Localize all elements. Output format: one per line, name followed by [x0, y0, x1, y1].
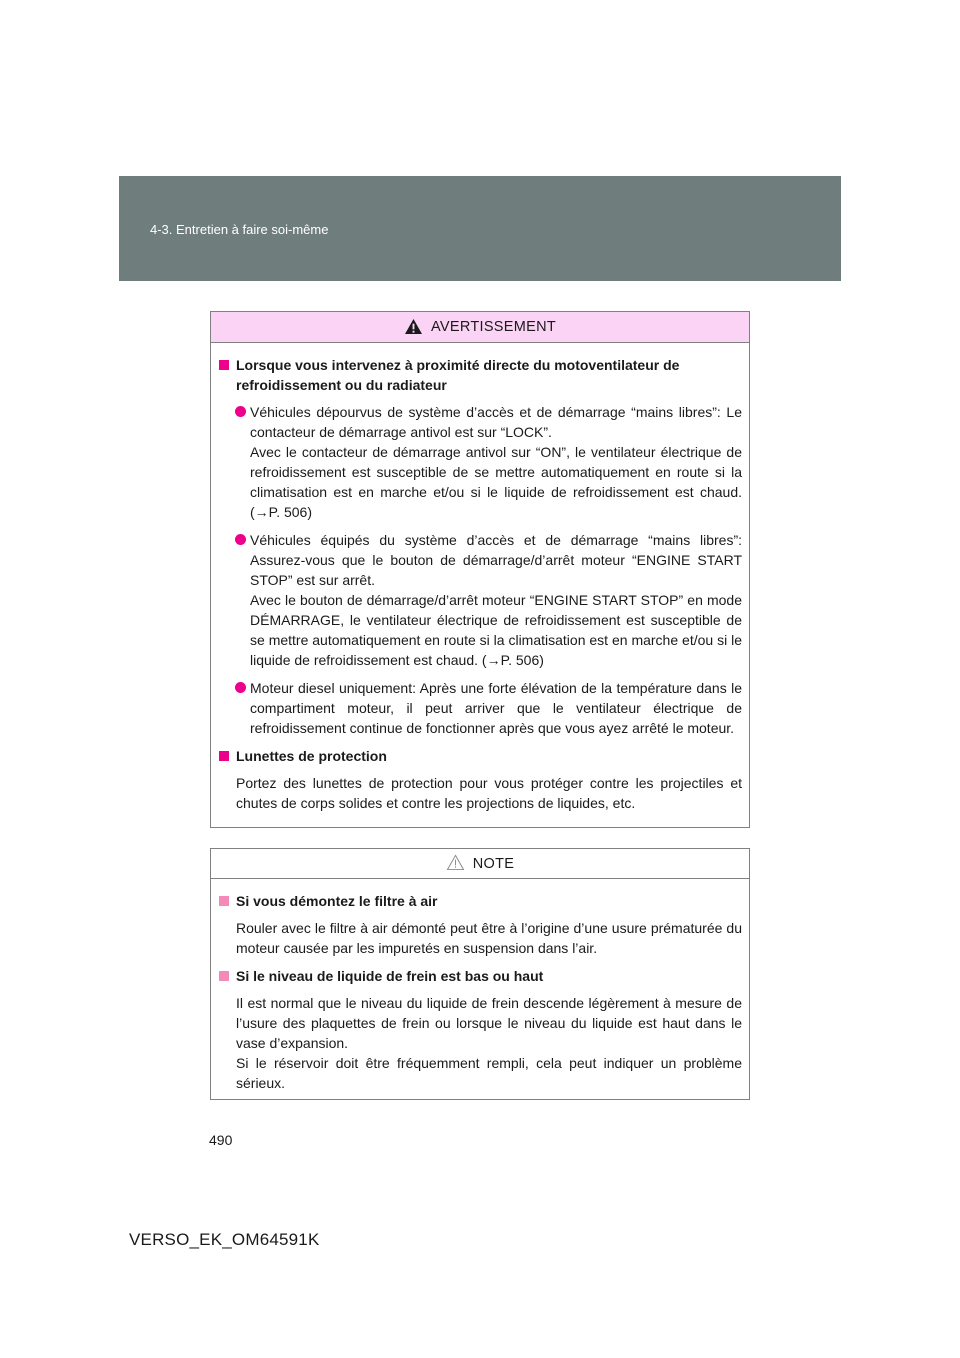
heading-square-icon	[219, 751, 229, 761]
note-title: NOTE	[472, 855, 515, 872]
warning-triangle-icon	[404, 318, 423, 335]
page-number: 490	[209, 1132, 233, 1148]
warning-heading-goggles	[219, 746, 742, 766]
note-box	[210, 848, 750, 1100]
warning-body	[211, 343, 749, 813]
heading-text: Lorsque vous intervenez à proximité directe du motoventilateur de refroidissement ou du radiateur	[236, 357, 680, 393]
heading-square-icon	[219, 360, 229, 370]
heading-text: Si vous démontez le filtre à air	[236, 893, 438, 909]
warning-title: AVERTISSEMENT	[430, 319, 557, 335]
document-code: VERSO_EK_OM64591K	[129, 1230, 320, 1249]
note-header	[211, 849, 749, 879]
bullet-item	[219, 530, 742, 670]
bullet-text: Véhicules équipés du système d’accès et de démarrage “mains libres”: Assurez-vous que le bouton de démarrage/d’arrêt moteur “ENGINE START STOP” est sur arrêt.	[250, 532, 742, 588]
note-body	[211, 879, 749, 1093]
heading-text: Lunettes de protection	[236, 748, 387, 764]
note-heading-brake	[219, 966, 742, 986]
section-title: 4-3. Entretien à faire soi-même	[150, 222, 329, 237]
bullet-text: Avec le contacteur de démarrage antivol sur “ON”, le ventilateur électrique de refroidissement est susceptible de se mettre automatiquement en route si la climatisation est en marche et/ou si le liquide de refroidissement est chaud. (→P. 506)	[250, 444, 742, 520]
warning-header	[211, 312, 749, 343]
bullet-text: Avec le bouton de démarrage/d’arrêt moteur “ENGINE START STOP” en mode DÉMARRAGE, le ventilateur électrique de refroidissement est susceptible de se mettre automatiquement en route si la climatisation est en marche et/ou si le liquide de refroidissement est chaud. (→P. 506)	[250, 592, 742, 668]
paragraph-line: Si le réservoir doit être fréquemment rempli, cela peut indiquer un problème sérieux.	[236, 1055, 742, 1091]
header-band	[119, 176, 841, 281]
paragraph: Rouler avec le filtre à air démonté peut être à l’origine d’une usure prématurée du moteur causée par les impuretés en suspension dans l’air.	[236, 920, 742, 956]
heading-text: Si le niveau de liquide de frein est bas ou haut	[236, 968, 544, 984]
note-heading-filter	[219, 891, 742, 911]
warning-box	[210, 311, 750, 828]
bullet-item	[219, 402, 742, 522]
paragraph	[219, 993, 742, 1093]
heading-square-icon	[219, 896, 229, 906]
caution-triangle-outline-icon	[446, 854, 465, 871]
paragraph: Portez des lunettes de protection pour vous protéger contre les projectiles et chutes de corps solides et contre les projections de liquides, etc.	[236, 775, 742, 811]
heading-square-icon	[219, 971, 229, 981]
bullet-text: Moteur diesel uniquement: Après une forte élévation de la température dans le compartiment moteur, il peut arriver que le ventilateur électrique de refroidissement continue de fonctionner après que vous ayez arrêté le moteur.	[250, 680, 742, 736]
bullet-text: Véhicules dépourvus de système d’accès et de démarrage “mains libres”: Le contacteur de démarrage antivol est sur “LOCK”.	[250, 404, 742, 440]
bullet-dot-icon	[235, 682, 246, 693]
paragraph-line: Il est normal que le niveau du liquide de frein descende légèrement à mesure de l’usure des plaquettes de frein ou lorsque le niveau du liquide est haut dans le vase d’expansion.	[236, 995, 742, 1051]
bullet-item	[219, 678, 742, 738]
bullet-dot-icon	[235, 406, 246, 417]
warning-heading-fan	[219, 355, 742, 395]
bullet-dot-icon	[235, 534, 246, 545]
